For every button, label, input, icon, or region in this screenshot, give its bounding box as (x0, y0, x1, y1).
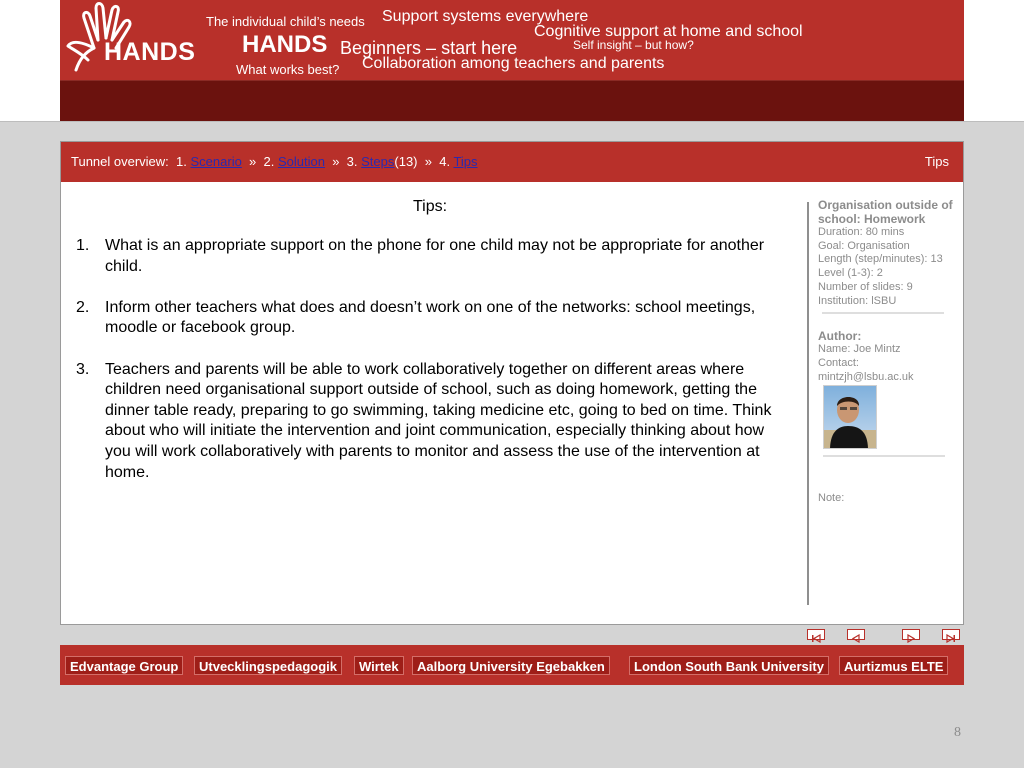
module-level: Level (1-3): 2 (818, 267, 883, 280)
tagline-support-systems[interactable]: Support systems everywhere (382, 8, 589, 25)
list-item (76, 236, 776, 277)
tagline-what-works[interactable]: What works best? (236, 62, 340, 77)
link-steps[interactable]: Steps (361, 154, 395, 169)
previous-slide-button[interactable] (847, 629, 865, 640)
tip-number: 2. (76, 298, 90, 316)
last-slide-icon (943, 634, 959, 643)
tip-text: Inform other teachers what does and doesn’t work on one of the networks: school meetings, moodle or facebook group. (105, 298, 756, 337)
page-title: Tips: (413, 198, 448, 215)
module-slides: Number of slides: 9 (818, 280, 913, 293)
partner-wirtek[interactable]: Wirtek (354, 656, 404, 675)
info-sidebar (818, 198, 958, 384)
separator: » (424, 154, 432, 169)
steps-count: (13) (394, 154, 418, 169)
header-top-bar (60, 0, 964, 80)
module-institution: Institution: lSBU (818, 294, 897, 307)
tagline-beginners[interactable]: Beginners – start here (340, 38, 518, 58)
module-title: Organisation outside of school: Homework (818, 198, 953, 226)
author-photo (824, 386, 877, 449)
sidebar-divider (807, 202, 809, 605)
list-item (76, 360, 776, 484)
current-section-label: Tips (924, 154, 949, 169)
partner-aalborg[interactable]: Aalborg University Egebakken (412, 656, 610, 675)
tip-text: What is an appropriate support on the phone for one child may not be appropriate for another child. (105, 237, 765, 275)
header-dark-bar (60, 80, 964, 121)
avatar (823, 385, 877, 449)
partner-utvecklingspedagogik[interactable]: Utvecklingspedagogik (194, 656, 342, 675)
content-panel (60, 141, 964, 625)
first-slide-button[interactable] (807, 629, 825, 640)
step-num-1: 1. (176, 154, 187, 169)
partners-footer (60, 645, 964, 685)
tunnel-prefix: Tunnel overview: (71, 154, 169, 169)
separator: » (249, 154, 257, 169)
sidebar-separator (823, 455, 945, 457)
step-num-4: 4. (439, 154, 451, 169)
last-slide-button[interactable] (942, 629, 960, 640)
tagline-individual-needs[interactable]: The individual child’s needs (206, 14, 365, 29)
tagline-hands[interactable]: HANDS (242, 31, 328, 58)
previous-slide-icon (848, 634, 864, 643)
module-goal: Goal: Organisation (818, 239, 910, 252)
list-item (76, 298, 776, 339)
author-name: Name: Joe Mintz (818, 343, 901, 356)
link-solution[interactable]: Solution (277, 154, 325, 169)
next-slide-button[interactable] (902, 629, 920, 640)
note-heading: Note: (818, 492, 845, 504)
tips-list (76, 236, 776, 504)
tagline-cognitive-support[interactable]: Cognitive support at home and school (534, 23, 803, 40)
link-tips[interactable]: Tips (453, 154, 478, 169)
module-duration: Duration: 80 mins (818, 226, 905, 238)
step-num-3: 3. (346, 154, 358, 169)
tip-number: 3. (76, 360, 90, 378)
partner-lsbu[interactable]: London South Bank University (629, 656, 829, 675)
breadcrumb (71, 154, 478, 169)
contact-label: Contact: (818, 356, 859, 369)
contact-email[interactable]: mintzjh@lsbu.ac.uk (818, 370, 914, 383)
link-scenario[interactable]: Scenario (190, 154, 242, 169)
first-slide-icon (808, 634, 824, 643)
logo-text: HANDS (104, 38, 196, 66)
next-slide-icon (903, 634, 919, 643)
separator: » (332, 154, 340, 169)
tagline-self-insight[interactable]: Self insight – but how? (573, 38, 694, 52)
sidebar-separator (822, 312, 944, 314)
author-heading: Author: (818, 329, 862, 344)
tunnel-overview-bar (61, 142, 963, 182)
tip-number: 1. (76, 237, 90, 254)
step-num-2: 2. (263, 154, 275, 169)
tagline-collaboration[interactable]: Collaboration among teachers and parents (362, 55, 665, 72)
page-number: 8 (954, 725, 961, 740)
header-banner (60, 0, 964, 121)
partner-autizmus-elte[interactable]: Aurtizmus ELTE (839, 656, 948, 675)
partner-edvantage[interactable]: Edvantage Group (65, 656, 183, 675)
tip-text: Teachers and parents will be able to work collaboratively together on different areas where children need organisational support outside of school, such as doing homework, getting the dinner table ready, preparing to go swimming, taking medicine etc, going to bed on time. Think about who will initiate the intervention and joint communication, especially thinking about how you will work collaboratively with parents to monitor and assess the use of the intervention at home. (105, 360, 772, 481)
module-length: Length (step/minutes): 13 (818, 253, 943, 266)
